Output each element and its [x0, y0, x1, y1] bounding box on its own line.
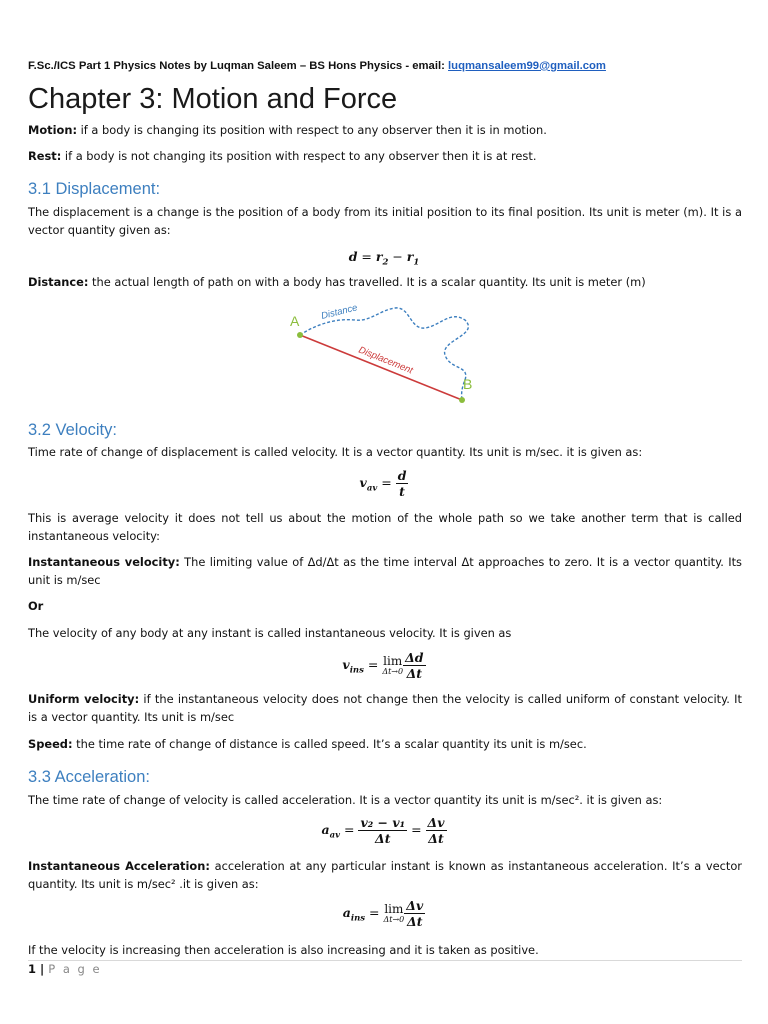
header-email-link[interactable]: luqmansaleem99@gmail.com: [448, 60, 606, 72]
instantaneous-velocity-term: Instantaneous velocity:: [28, 555, 180, 569]
page-footer: [28, 962, 102, 976]
rest-definition: [28, 147, 742, 165]
distance-label: Distance: [320, 302, 359, 322]
distance-term: Distance:: [28, 275, 89, 289]
displacement-line: [300, 335, 462, 400]
instantaneous-acceleration-text: acceleration at any particular instant is known as instantaneous acceleration. It’s a vector quantity. Its unit is m/sec² .it is given as:: [28, 859, 742, 891]
speed-definition: [28, 735, 742, 753]
velocity-paragraph: Time rate of change of displacement is called velocity. It is a vector quantity. Its unit is m/sec. it is given as:: [28, 445, 643, 459]
speed-term: Speed:: [28, 737, 73, 751]
positive-acceleration-paragraph: If the velocity is increasing then acceleration is also increasing and it is taken as positive.: [28, 943, 539, 957]
instantaneous-acceleration-definition: [28, 857, 742, 893]
distance-text: the actual length of path on with a body has travelled. It is a scalar quantity. Its unit is meter (m): [88, 275, 646, 289]
instantaneous-velocity-equation: $v_{ins}$ = lim Δt→0 $\frac{\Delta d}{\Delta t}$: [342, 650, 424, 681]
motion-definition: [28, 121, 742, 139]
average-velocity-equation: $v_{av}$ = $\frac{d}{t}$: [359, 468, 407, 499]
page-label: P a g e: [48, 962, 102, 976]
average-acceleration-equation: $a_{av}$ = $\frac{\text{v₂ − v₁}}{\Delta t}$ = $\frac{\Delta v}{\Delta t}$: [321, 815, 445, 846]
instantaneous-velocity-text: The limiting value of Δd/Δt as the time interval Δt approaches to zero. It is a vector quantity. Its unit is m/sec: [28, 555, 742, 587]
rest-text: if a body is not changing its position with respect to any observer then it is at rest.: [61, 149, 537, 163]
instantaneous-acceleration-term: Instantaneous Acceleration:: [28, 859, 210, 873]
rest-term: Rest:: [28, 149, 62, 163]
footer-divider: [28, 960, 742, 961]
displacement-distance-figure: [280, 300, 490, 405]
uniform-velocity-text: if the instantaneous velocity does not change then the velocity is called uniform of constant velocity. It is a vector quantity. Its unit is m/sec: [28, 692, 742, 724]
motion-text: if a body is changing its position with respect to any observer then it is in motion.: [77, 123, 547, 137]
section-heading-velocity: 3.2 Velocity:: [28, 421, 117, 439]
document-header: [28, 60, 606, 72]
point-a-label: A: [290, 313, 300, 329]
acceleration-paragraph: The time rate of change of velocity is called acceleration. It is a vector quantity its unit is m/sec². it is given as:: [28, 793, 663, 807]
section-heading-displacement: 3.1 Displacement:: [28, 180, 161, 198]
header-text: F.Sc./ICS Part 1 Physics Notes by Luqman Saleem – BS Hons Physics - email:: [28, 60, 449, 72]
displacement-equation: $d = r_2 - r_1$: [348, 249, 420, 268]
point-b-label: B: [463, 376, 473, 392]
displacement-paragraph: The displacement is a change is the position of a body from its initial position to its final position. Its unit is meter (m). It is a vector quantity given as:: [28, 205, 742, 237]
distance-definition: [28, 273, 742, 291]
footer-separator: |: [36, 962, 49, 976]
speed-text: the time rate of change of distance is called speed. It’s a scalar quantity its unit is m/sec.: [72, 737, 587, 751]
instantaneous-velocity-definition: [28, 553, 742, 589]
instantaneous-velocity-paragraph: The velocity of any body at any instant is called instantaneous velocity. It is given as: [28, 626, 512, 640]
uniform-velocity-term: Uniform velocity:: [28, 692, 140, 706]
section-heading-acceleration: 3.3 Acceleration:: [28, 768, 150, 786]
chapter-title: Chapter 3: Motion and Force: [28, 83, 398, 115]
or-text: Or: [28, 599, 44, 613]
point-a-marker: [297, 332, 303, 338]
point-b-marker: [459, 397, 465, 403]
average-velocity-paragraph: This is average velocity it does not tell us about the motion of the whole path so we take another term that is called instantaneous velocity:: [28, 511, 742, 543]
displacement-label: Displacement: [356, 344, 415, 377]
page-number: 1: [28, 962, 37, 976]
motion-term: Motion:: [28, 123, 77, 137]
uniform-velocity-definition: [28, 690, 742, 726]
instantaneous-acceleration-equation: $a_{ins}$ = lim Δt→0 $\frac{\Delta v}{\Delta t}$: [342, 898, 424, 929]
